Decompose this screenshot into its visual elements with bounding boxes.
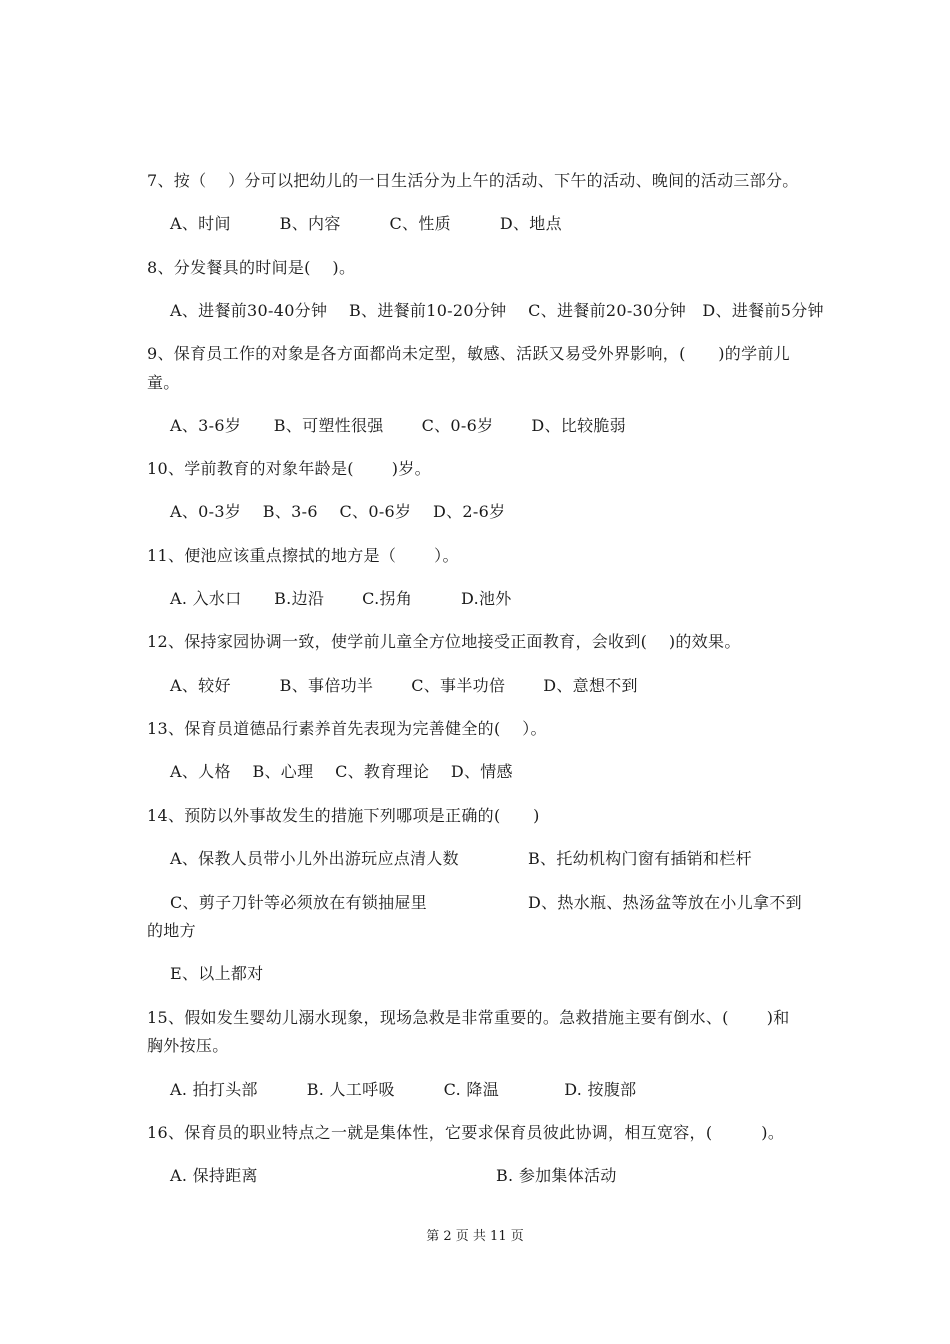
question-13-stem: 13、保育员道德品行素养首先表现为完善健全的( ）。 (147, 719, 547, 738)
question-14-option-a: A、保教人员带小儿外出游玩应点清人数 (170, 849, 459, 868)
question-9-stem: 9、保育员工作的对象是各方面都尚未定型，敏感、活跃又易受外界影响，( )的学前儿 (147, 344, 790, 363)
question-14-option-b: B、托幼机构门窗有插销和栏杆 (528, 849, 752, 868)
question-10-options: A、0-3岁 B、3-6 C、0-6岁 D、2-6岁 (170, 502, 506, 521)
question-10-stem: 10、学前教育的对象年龄是( )岁。 (147, 459, 431, 478)
question-15-stem: 15、假如发生婴幼儿溺水现象，现场急救是非常重要的。急救措施主要有倒水、( )和 (147, 1008, 790, 1027)
page-number-footer: 第 2 页 共 11 页 (426, 1229, 524, 1244)
question-15-options: A. 拍打头部 B. 人工呼吸 C. 降温 D. 按腹部 (170, 1080, 637, 1099)
question-14-option-e: E、以上都对 (170, 964, 264, 983)
question-16-option-a: A. 保持距离 (170, 1166, 258, 1185)
question-7-stem: 7、按（ ）分可以把幼儿的一日生活分为上午的活动、下午的活动、晚间的活动三部分。 (147, 171, 799, 190)
question-8-stem: 8、分发餐具的时间是( )。 (147, 258, 356, 277)
question-14-option-d: D、热水瓶、热汤盆等放在小儿拿不到 (528, 893, 802, 912)
question-13-options: A、人格 B、心理 C、教育理论 D、情感 (170, 762, 513, 781)
question-16-stem: 16、保育员的职业特点之一就是集体性，它要求保育员彼此协调，相互宽容，( )。 (147, 1123, 785, 1142)
question-12-stem: 12、保持家园协调一致，使学前儿童全方位地接受正面教育，会收到( )的效果。 (147, 632, 741, 651)
question-14-option-c: C、剪子刀针等必须放在有锁抽屉里 (170, 893, 428, 912)
question-11-options: A. 入水口 B.边沿 C.拐角 D.池外 (170, 589, 512, 608)
question-9-stem-continued: 童。 (147, 373, 180, 392)
question-8-options: A、进餐前30-40分钟 B、进餐前10-20分钟 C、进餐前20-30分钟 D、进餐前5分钟 (170, 301, 824, 320)
question-15-stem-continued: 胸外按压。 (147, 1036, 229, 1055)
question-12-options: A、较好 B、事倍功半 C、事半功倍 D、意想不到 (170, 676, 638, 695)
question-16-option-b: B. 参加集体活动 (496, 1166, 617, 1185)
question-14-stem: 14、预防以外事故发生的措施下列哪项是正确的( ) (147, 806, 540, 825)
question-11-stem: 11、便池应该重点擦拭的地方是（ ）。 (147, 546, 459, 565)
question-9-options: A、3-6岁 B、可塑性很强 C、0-6岁 D、比较脆弱 (170, 416, 626, 435)
question-7-options: A、时间 B、内容 C、性质 D、地点 (170, 214, 562, 233)
question-14-option-d-continued: 的地方 (147, 921, 196, 940)
